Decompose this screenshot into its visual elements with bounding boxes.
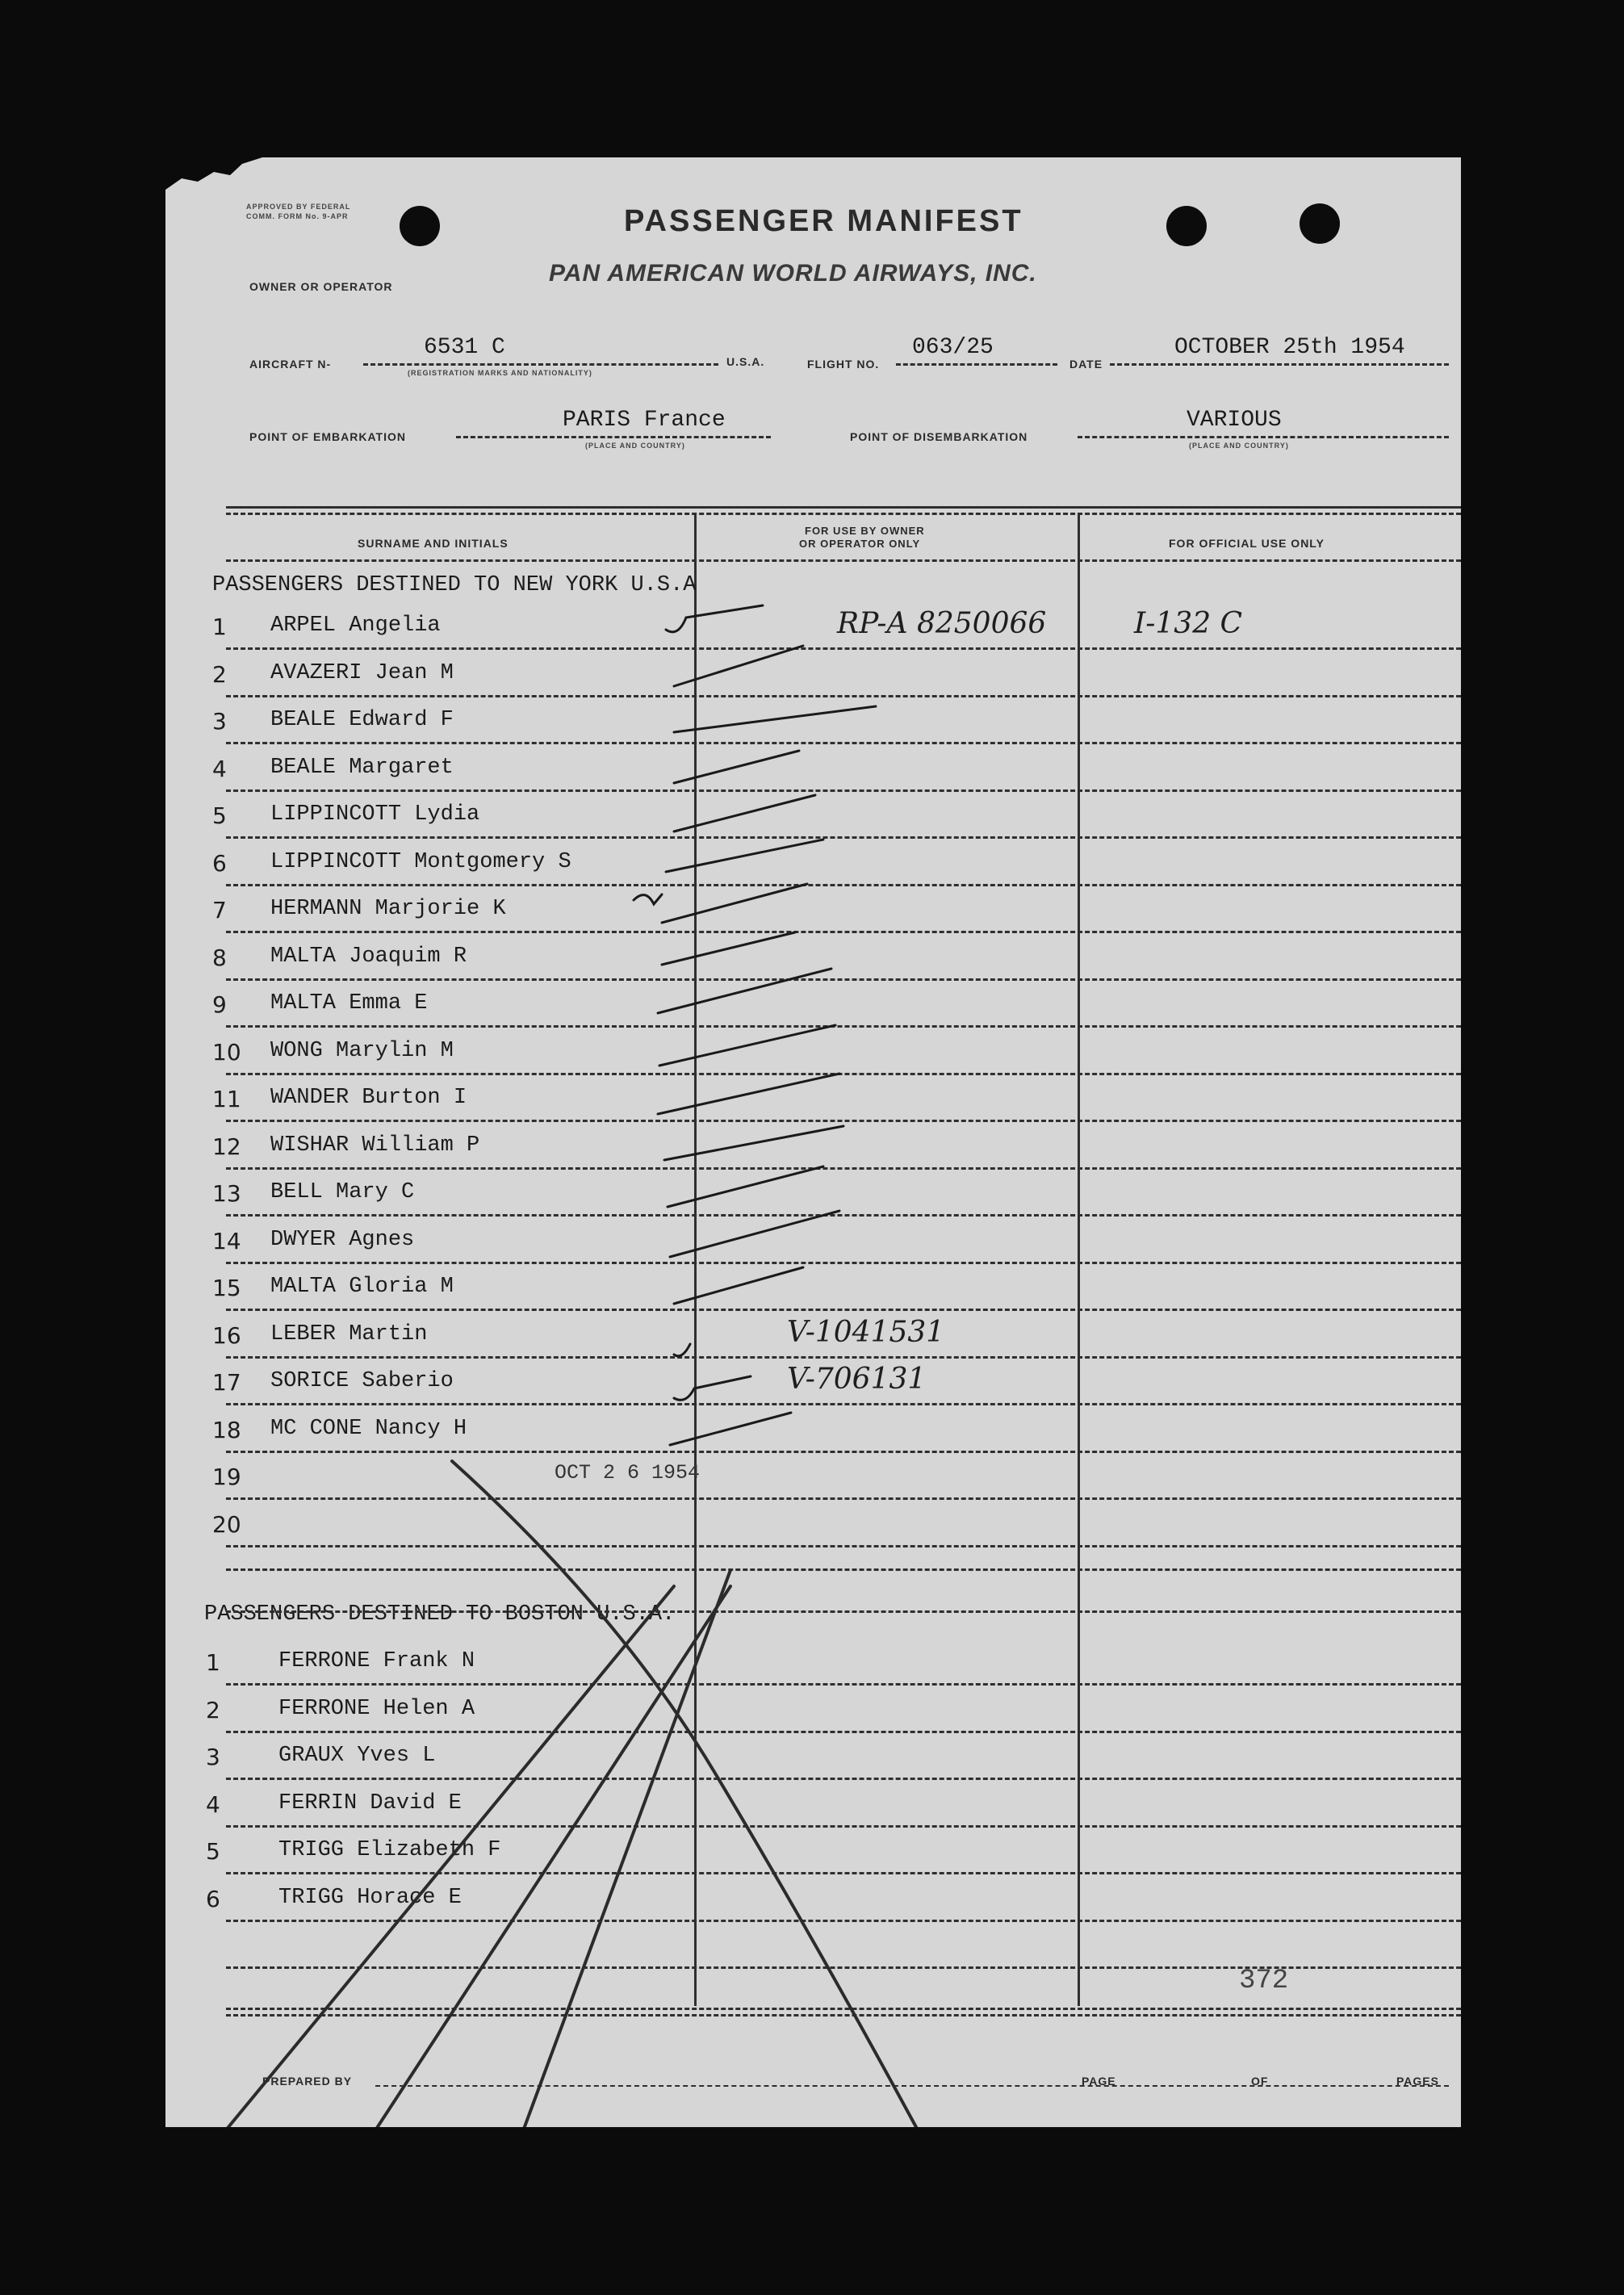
passenger-name: BELL Mary C [270,1180,415,1204]
row-rule [226,647,1461,650]
row-number: 4 [206,1790,220,1818]
owner-note: V-1041531 [787,1315,945,1349]
row-rule [226,742,1461,744]
row-number: 19 [212,1464,241,1490]
prepared-label: PREPARED BY [262,2075,353,2088]
row-number: 18 [212,1416,241,1443]
col-header-owner-2: OR OPERATOR ONLY [799,538,921,550]
row-rule [226,789,1461,792]
passenger-name: LIPPINCOTT Lydia [270,802,480,827]
row-number: 20 [212,1510,241,1538]
owner-note: V-706131 [787,1363,927,1396]
row-rule [226,1451,1461,1453]
torn-corner [165,157,262,206]
col-header-rule [226,559,1461,562]
passenger-name: WISHAR William P [270,1133,480,1158]
row-rule [226,2014,1461,2017]
col-header-official: FOR OFFICIAL USE ONLY [1169,537,1325,550]
row-number: 1 [206,1649,220,1676]
row-rule [226,1545,1461,1547]
row-number: 3 [212,708,227,735]
page-number: 372 [1239,1966,1289,1996]
aircraft-sub: (REGISTRATION MARKS AND NATIONALITY) [408,369,592,377]
row-number: 11 [212,1086,241,1112]
disembark-line [1078,436,1449,438]
aircraft-label: AIRCRAFT N- [249,358,332,371]
date-label: DATE [1069,358,1103,371]
row-rule [226,1214,1461,1217]
manifest-sheet [165,157,1461,2127]
section-rule [226,1568,1461,1571]
aircraft-value: 6531 C [424,335,505,360]
row-number: 16 [212,1321,241,1349]
passenger-name: MALTA Emma E [270,991,428,1016]
section-rule [226,1610,1461,1613]
passenger-name: WANDER Burton I [270,1086,467,1110]
row-rule [226,1309,1461,1311]
row-rule [226,1262,1461,1264]
owner-label: OWNER OR OPERATOR [249,280,393,293]
row-number: 1 [212,614,227,640]
disembark-sub: (PLACE AND COUNTRY) [1189,442,1289,450]
passenger-name: ARPEL Angelia [270,614,441,638]
passenger-name: MALTA Gloria M [270,1275,454,1299]
row-rule [226,1683,1461,1686]
passenger-name: MALTA Joaquim R [270,944,467,969]
col-header-surname: SURNAME AND INITIALS [358,537,509,550]
passenger-name: BEALE Margaret [270,755,454,780]
row-rule [226,1025,1461,1028]
row-number: 6 [212,849,227,877]
row-rule [226,978,1461,981]
row-number: 8 [212,944,227,971]
passenger-name: MC CONE Nancy H [270,1416,467,1441]
row-number: 13 [212,1180,241,1207]
column-divider-2 [1078,513,1080,2006]
row-rule [226,1825,1461,1828]
row-number: 7 [212,897,227,923]
flight-line [896,363,1057,366]
row-number: 6 [206,1885,220,1912]
pages-label: PAGES [1396,2075,1439,2088]
disembark-label: POINT OF DISEMBARKATION [850,430,1028,443]
passenger-name: TRIGG Elizabeth F [278,1838,501,1862]
flight-value: 063/25 [912,335,994,360]
embark-label: POINT OF EMBARKATION [249,430,406,443]
row-number: 15 [212,1275,241,1301]
row-rule [226,1356,1461,1359]
passenger-name: FERRONE Helen A [278,1696,475,1721]
passenger-name: LIPPINCOTT Montgomery S [270,849,571,874]
approval-stamp: APPROVED BY FEDERAL COMM. FORM No. 9-APR [246,203,351,220]
footer-rule [226,2008,1461,2010]
row-rule [226,931,1461,933]
row-number: 2 [212,660,227,688]
page-label: PAGE [1082,2075,1116,2088]
row-number: 3 [206,1744,220,1770]
company-name: PAN AMERICAN WORLD AIRWAYS, INC. [549,260,1037,287]
date-stamp: OCT 2 6 1954 [555,1461,701,1485]
punch-hole-right [1300,203,1340,244]
passenger-name: GRAUX Yves L [278,1744,436,1768]
row-rule [226,695,1461,697]
embark-value: PARIS France [563,408,726,433]
embark-line [456,436,771,438]
row-rule [226,1073,1461,1075]
row-number: 5 [206,1838,220,1865]
page-title: PASSENGER MANIFEST [624,204,1023,238]
passenger-name: SORICE Saberio [270,1369,454,1393]
row-rule [226,1120,1461,1122]
official-note: I-132 C [1134,607,1243,640]
column-divider-1 [694,513,697,2006]
passenger-name: FERRONE Frank N [278,1649,475,1673]
passenger-name: LEBER Martin [270,1321,428,1346]
owner-note: RP-A 8250066 [837,607,1047,640]
passenger-name: FERRIN David E [278,1790,462,1815]
flight-label: FLIGHT NO. [807,358,880,371]
row-number: 5 [212,802,227,829]
section-heading-boston: PASSENGERS DESTINED TO BOSTON U.S.A. [204,1602,676,1627]
passenger-name: TRIGG Horace E [278,1885,462,1910]
date-value: OCTOBER 25th 1954 [1174,335,1405,360]
row-rule [226,1778,1461,1780]
row-number: 17 [212,1369,241,1396]
embark-sub: (PLACE AND COUNTRY) [585,442,685,450]
row-rule [226,1872,1461,1874]
passenger-name: WONG Marylin M [270,1038,454,1063]
punch-hole-center [1166,206,1207,246]
col-header-owner-1: FOR USE BY OWNER [805,525,925,537]
row-rule [226,1920,1461,1922]
passenger-name: HERMANN Marjorie K [270,897,506,921]
country-label: U.S.A. [726,355,765,368]
row-number: 10 [212,1038,241,1066]
date-line [1110,363,1449,366]
prepared-line [375,2085,1449,2087]
table-top-rule [226,506,1461,509]
passenger-name: DWYER Agnes [270,1227,415,1252]
row-rule [226,1497,1461,1500]
row-rule [226,1167,1461,1170]
punch-hole-left [400,206,440,246]
row-number: 14 [212,1227,241,1254]
row-number: 4 [212,755,227,782]
table-top-rule-2 [226,513,1461,515]
passenger-name: BEALE Edward F [270,708,454,732]
aircraft-line [363,363,718,366]
passenger-name: AVAZERI Jean M [270,660,454,685]
row-number: 9 [212,991,227,1018]
row-rule [226,884,1461,886]
section-heading-ny: PASSENGERS DESTINED TO NEW YORK U.S.A [212,573,697,597]
row-rule [226,1731,1461,1733]
row-rule [226,836,1461,839]
row-number: 2 [206,1696,220,1723]
row-number: 12 [212,1133,241,1160]
disembark-value: VARIOUS [1187,408,1282,433]
row-rule [226,1403,1461,1405]
of-label: OF [1251,2075,1269,2088]
